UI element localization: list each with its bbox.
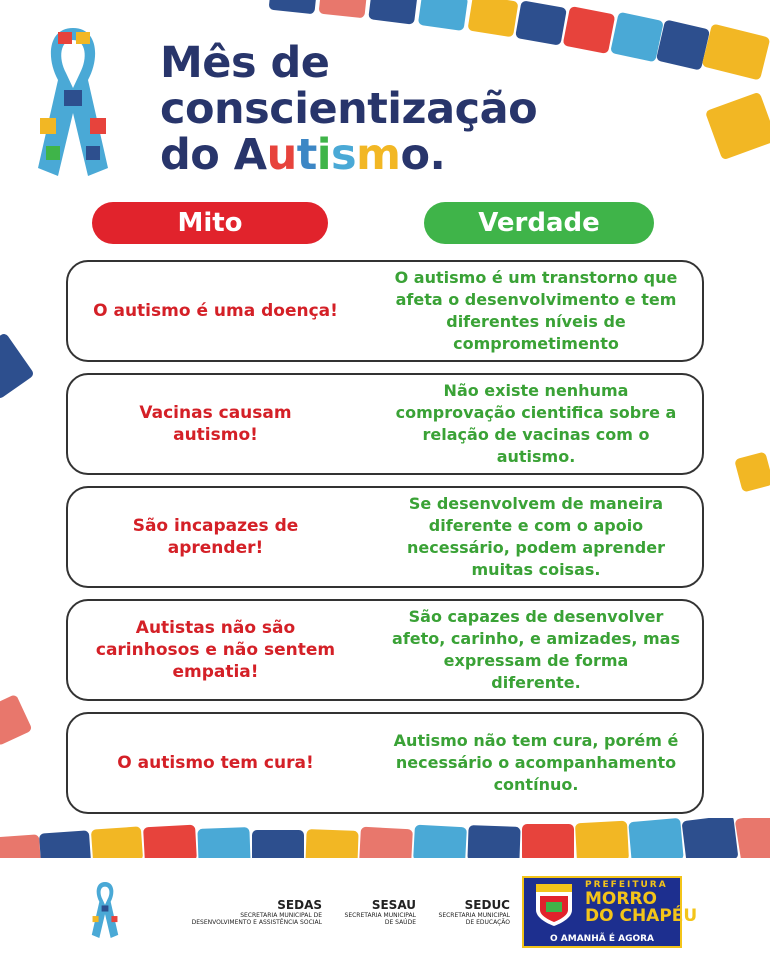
truth-line: necessário, podem aprender [406,538,665,557]
myth-text [68,375,363,473]
myth-line: Vacinas causam [139,403,292,423]
title-line-3-suffix: . [429,130,446,180]
truth-line: Não existe nenhuma [443,381,629,400]
title-autismo-letter: u [266,130,297,180]
truth-line: expressam de forma [443,651,629,670]
puzzle-piece-yellow-right [705,92,770,161]
puzzle-piece-red-left [0,694,33,746]
truth-line: relação de vacinas com o [422,425,650,444]
title-line-2: conscientização [160,84,538,134]
title-autismo-letter: A [233,130,267,180]
prefeitura-name-line-2: DO CHAPÉU [585,906,698,926]
prefeitura-word: PREFEITURA [585,880,668,890]
org-seduc-abbr: SEDUC [464,898,510,912]
truth-line: diferente. [491,673,581,692]
prefeitura-slogan: O AMANHÃ É AGORA [549,934,654,944]
title-autismo-letter: s [331,130,357,180]
myth-line: O autismo tem cura! [117,753,314,773]
myth-truth-card [66,260,704,362]
myth-text [68,601,363,699]
truth-text [366,601,706,699]
myth-line: autismo! [173,425,258,445]
title-autismo-letter: m [356,130,401,180]
city-crest-icon [530,880,578,928]
title-line-3 [160,132,580,178]
prefeitura-name-line-1: MORRO [585,889,658,909]
page-title [160,40,580,178]
title-line-1: Mês de [160,38,330,88]
title-autismo-letter: o [400,130,430,180]
org-sedas [170,898,322,926]
title-autismo-word [234,130,430,180]
myth-line: São incapazes de [132,516,299,536]
truth-line: Se desenvolvem de maneira [408,494,664,513]
truth-text [366,262,706,360]
org-sesau-abbr: SESAU [371,898,416,912]
truth-line: comprovação cientifica sobre a [395,403,677,422]
myth-text [68,488,363,586]
myth-text [68,262,363,360]
truth-line: diferente e com o apoio [428,516,644,535]
title-autismo-letter: i [316,130,332,180]
truth-line: afeto, carinho, e amizades, mas [392,629,680,648]
org-seduc-full-1: SECRETARIA MUNICIPAL [438,912,510,919]
truth-line: São capazes de desenvolver [408,607,664,626]
truth-text [366,375,706,473]
myth-line: carinhosos e não sentem [95,640,336,660]
truth-line: comprometimento [453,334,619,353]
org-seduc-full-2: DE EDUCAÇÃO [465,919,510,926]
myth-truth-card [66,712,704,814]
myth-line: O autismo é uma doença! [93,301,338,321]
org-seduc [424,898,510,926]
truth-line: necessário o acompanhamento [395,753,677,772]
org-sesau-full-2: DE SAÚDE [384,919,416,926]
autism-ribbon-icon [28,18,118,186]
puzzle-piece-yellow-small [734,451,770,492]
myth-truth-card [66,599,704,701]
prefeitura-name [585,891,697,925]
mito-header: Mito [92,202,328,244]
truth-text [366,714,706,812]
myth-text [68,714,363,812]
footer-ribbon-icon [88,872,122,948]
puzzle-strip-bottom [0,818,770,862]
verdade-header: Verdade [424,202,654,244]
org-sedas-full-2: DESENVOLVIMENTO E ASSISTÊNCIA SOCIAL [191,919,322,926]
myth-line: Autistas não são [135,618,296,638]
title-line-3-prefix: do [160,130,234,180]
myth-line: aprender! [167,538,264,558]
org-sesau-full-1: SECRETARIA MUNICIPAL [344,912,416,919]
truth-line: O autismo é um transtorno que [394,268,678,287]
truth-line: afeta o desenvolvimento e tem [395,290,677,309]
org-sedas-abbr: SEDAS [277,898,322,912]
org-sedas-full-1: SECRETARIA MUNICIPAL DE [240,912,322,919]
org-sesau [330,898,416,926]
truth-text [366,488,706,586]
myth-truth-card [66,373,704,475]
truth-line: contínuo. [493,775,579,794]
myth-line: empatia! [172,662,259,682]
truth-line: muitas coisas. [471,560,601,579]
truth-line: autismo. [496,447,576,466]
title-autismo-letter: t [296,130,317,180]
myth-truth-card [66,486,704,588]
truth-line: Autismo não tem cura, porém é [393,731,679,750]
puzzle-piece-navy-left [0,332,35,400]
truth-line: diferentes níveis de [446,312,626,331]
